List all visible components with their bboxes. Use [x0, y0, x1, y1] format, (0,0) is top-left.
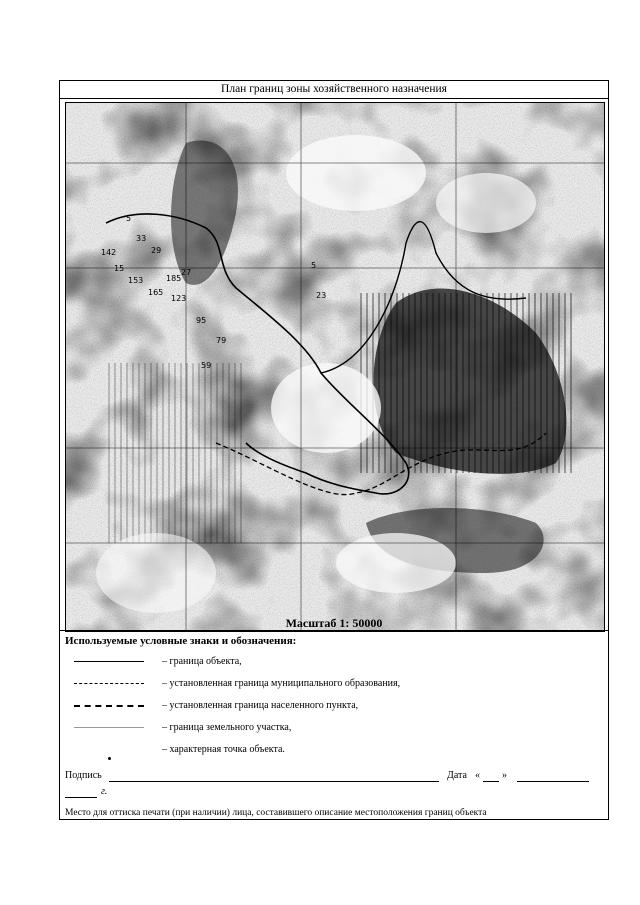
map-label: 142 — [101, 248, 117, 257]
stamp-note: Место для оттиска печати (при наличии) лица, составившего описание местоположения границ объекта — [65, 808, 487, 818]
map-label: 23 — [316, 291, 327, 300]
map-label: 123 — [171, 294, 187, 303]
legend-item — [74, 655, 574, 669]
year-row — [65, 785, 165, 799]
map-scale: Масштаб 1: 50000 — [60, 616, 608, 631]
map-label: 165 — [148, 288, 164, 297]
legend-item-text: – установленная граница населенного пункта, — [162, 700, 359, 711]
map-image — [66, 103, 604, 631]
map-label: 29 — [151, 246, 162, 255]
map-label: 59 — [201, 361, 212, 370]
dashed-line-symbol — [74, 683, 144, 684]
legend-item — [74, 721, 574, 735]
legend-item-text: – граница объекта, — [162, 656, 242, 667]
map-label: 5 — [126, 214, 132, 223]
map-label: 153 — [128, 276, 144, 285]
solid-line-symbol — [74, 661, 144, 662]
thin-line-symbol — [74, 727, 144, 728]
map-label: 185 — [166, 274, 182, 283]
map-label: 79 — [216, 336, 227, 345]
legend-heading: Используемые условные знаки и обозначения: — [65, 635, 297, 647]
dash-dot-line-symbol — [74, 705, 144, 707]
legend-item-text: – характерная точка объекта. — [162, 744, 285, 755]
year-suffix: г. — [101, 786, 108, 797]
date-label: Дата — [447, 770, 467, 781]
legend — [60, 631, 608, 821]
date-day-line[interactable] — [483, 781, 499, 782]
date-quote-open: « — [475, 770, 480, 781]
map-title: План границ зоны хозяйственного назначения — [60, 81, 608, 99]
topographic-map — [65, 102, 605, 632]
legend-item-text: – граница земельного участка, — [162, 722, 292, 733]
point-symbol — [108, 757, 111, 760]
legend-item-text: – установленная граница муниципального образования, — [162, 678, 401, 689]
map-label: 27 — [181, 268, 192, 277]
date-month-line[interactable] — [517, 781, 589, 782]
date-quote-close: » — [502, 770, 507, 781]
document-frame — [59, 80, 609, 820]
signature-row — [65, 769, 605, 783]
signature-label: Подпись — [65, 770, 102, 781]
legend-item — [74, 699, 574, 713]
map-label: 95 — [196, 316, 207, 325]
year-line[interactable] — [65, 797, 97, 798]
map-label: 15 — [114, 264, 125, 273]
map-label: 33 — [136, 234, 147, 243]
signature-line[interactable] — [109, 781, 439, 782]
legend-item — [74, 677, 574, 691]
legend-item — [74, 743, 574, 757]
map-label: 5 — [311, 261, 317, 270]
